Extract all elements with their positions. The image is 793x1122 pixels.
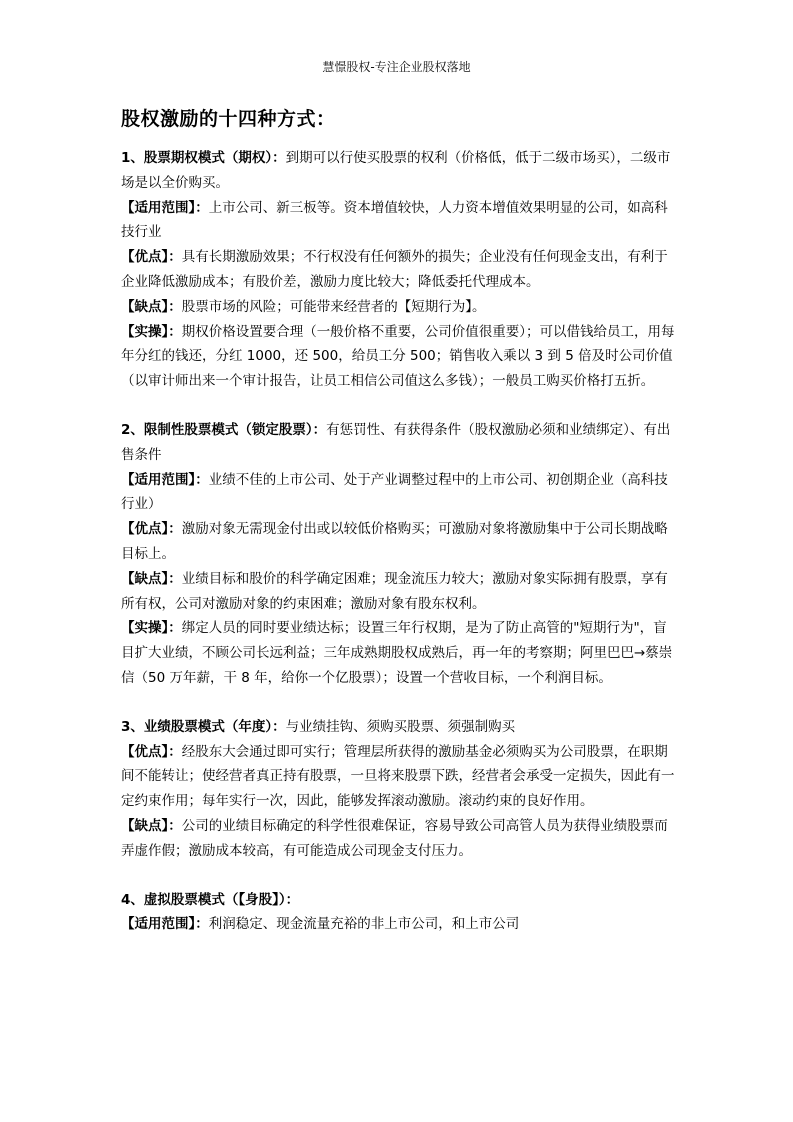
document-title: 股权激励的十四种方式： [121,108,336,130]
section-heading [121,146,677,196]
paragraph-label: 【缺点】： [121,570,182,587]
document-body [121,104,677,961]
section-heading [121,418,677,468]
paragraph-label: 【实操】： [121,620,182,637]
section-2 [121,418,677,691]
section-heading-label: 2、限制性股票模式（锁定股票）： [121,421,327,438]
paragraph-text: 利润稳定、现金流量充裕的非上市公司，和上市公司 [208,916,520,933]
section-heading-text: 到期可以行使买股票的权利（价格低，低于二级市场买），二级市场是以全价购买。 [121,150,671,191]
paragraph [121,912,677,937]
section-4 [121,888,677,938]
section-heading-label: 1、股票期权模式（期权）： [121,150,286,166]
paragraph [121,320,677,394]
section-heading-text: 有惩罚性、有获得条件（股权激励必须和业绩绑定）、有出售条件 [121,421,671,463]
paragraph-text: 经股东大会通过即可实行；管理层所获得的激励基金必须购买为公司股票，在职期间不能转让；使经营者真正持有股票，一旦将来股票下跌，经营者会承受一定损失，因此有一定约束作用；每年实行一次，因此，能够发挥滚动激励。滚动约束的良好作用。 [121,743,675,810]
paragraph-text: 业绩不佳的上市公司、处于产业调整过程中的上市公司、初创期企业（高科技行业） [121,471,668,513]
section-3 [121,715,677,864]
paragraph [121,616,677,690]
paragraph [121,468,677,518]
paragraph-text: 激励对象无需现金付出或以较低价格购买；可激励对象将激励集中于公司长期战略目标上。 [121,521,668,562]
paragraph-label: 【优点】： [121,743,182,760]
section-heading-label: 4、虚拟股票模式（【身股】）： [121,891,300,908]
paragraph-text: 期权价格设置要合理（一般价格不重要，公司价值很重要）；可以借钱给员工，用每年分红的钱还，分红 1000，还 500，给员工分 500；销售收入乘以 3 到 5 倍及时公司价值（以审计师出来一个审计报告，让员工相信公司值这么多钱）；一般员工购买价格打五折。 [121,323,675,390]
paragraph-label: 【优点】： [121,249,182,266]
section-heading [121,888,677,913]
paragraph [121,196,677,246]
paragraph-label: 【缺点】： [121,817,182,834]
paragraph [121,567,677,617]
paragraph-text: 业绩目标和股价的科学确定困难；现金流压力较大；激励对象实际拥有股票，享有所有权，公司对激励对象的约束困难；激励对象有股东权利。 [121,570,668,612]
paragraph [121,245,677,295]
paragraph-label: 【适用范围】： [121,199,209,216]
page-header: 慧憬股权-专注企业股权落地 [322,60,471,74]
paragraph-label: 【缺点】： [121,298,182,315]
paragraph [121,740,677,814]
paragraph-label: 【适用范围】： [121,471,209,488]
section-heading-text: 与业绩挂钩、须购买股票、须强制购买 [285,718,516,735]
paragraph-label: 【实操】： [121,323,182,340]
paragraph-label: 【优点】： [121,521,182,538]
section-heading-label: 3、业绩股票模式（年度）： [121,718,286,735]
section-1 [121,146,677,394]
paragraph-text: 绑定人员的同时要业绩达标；设置三年行权期，是为了防止高管的"短期行为"，盲目扩大业绩，不顾公司长远利益；三年成熟期股权成熟后，再一年的考察期；阿里巴巴→蔡崇信（50 万年薪，干 8 年，给你一个亿股票）；设置一个营收目标，一个利润目标。 [121,620,673,686]
paragraph [121,295,677,320]
paragraph-text: 具有长期激励效果；不行权没有任何额外的损失；企业没有任何现金支出，有利于企业降低激励成本；有股价差，激励力度比较大；降低委托代理成本。 [121,249,668,290]
section-heading [121,715,677,740]
paragraph-label: 【适用范围】： [121,916,209,933]
paragraph [121,517,677,567]
paragraph-text: 上市公司、新三板等。资本增值较快，人力资本增值效果明显的公司，如高科技行业 [121,199,668,241]
paragraph-text: 股票市场的风险；可能带来经营者的【短期行为】。 [181,298,486,315]
paragraph [121,814,677,864]
paragraph-text: 公司的业绩目标确定的科学性很难保证，容易导致公司高管人员为获得业绩股票而弄虚作假；激励成本较高，有可能造成公司现金支付压力。 [121,817,668,859]
